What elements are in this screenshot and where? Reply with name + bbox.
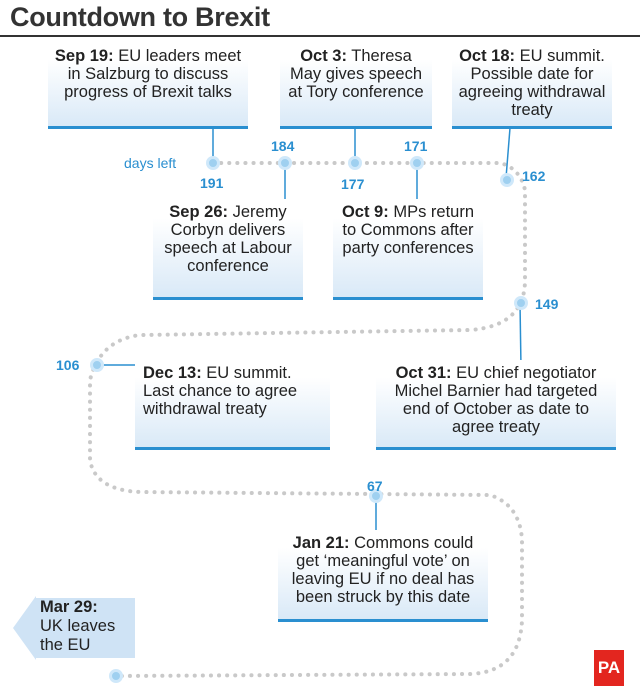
event-date: Oct 3: (300, 47, 347, 65)
event-date: Dec 13: (143, 364, 202, 382)
days-162: 162 (522, 168, 546, 184)
event-date: Oct 18: (459, 47, 516, 65)
event-text: EU leaders meet in Salzburg to discuss progress of Brexit talks (64, 47, 242, 101)
event-text: EU summit. Possible date for agreeing withdrawal treaty (458, 47, 606, 119)
event-mar29 (40, 598, 130, 655)
days-184: 184 (271, 138, 295, 154)
dot-mar29 (111, 671, 122, 682)
event-date: Sep 26: (169, 203, 228, 221)
event-text: Theresa May gives speech at Tory conference (288, 47, 424, 101)
event-dec13 (135, 360, 330, 450)
event-text: MPs return to Commons after party conferences (342, 203, 475, 257)
days-191: 191 (200, 175, 224, 191)
event-text: EU chief negotiator Michel Barnier had targeted end of October as date to agree treaty (394, 364, 598, 436)
dot-oct18 (502, 175, 513, 186)
event-date: Jan 21: (292, 534, 350, 552)
event-date: Mar 29: (40, 598, 98, 616)
event-text: EU summit. Last chance to agree withdrawal treaty (143, 364, 298, 418)
days-171: 171 (404, 138, 428, 154)
days-149: 149 (535, 296, 559, 312)
event-text: Commons could get ‘meaningful vote’ on leaving EU if no deal has been struck by this date (291, 534, 475, 606)
event-date: Oct 31: (395, 364, 452, 382)
page-title: Countdown to Brexit (10, 2, 270, 32)
dot-sep26 (280, 158, 291, 169)
event-oct9 (333, 199, 483, 300)
event-sep26 (153, 199, 303, 300)
days-106: 106 (56, 357, 80, 373)
event-sep19 (48, 43, 248, 129)
event-text: UK leaves the EU (40, 617, 116, 654)
days-67: 67 (367, 478, 383, 494)
event-jan21 (278, 530, 488, 622)
days-left-label: days left (124, 155, 177, 171)
dot-oct31 (516, 298, 527, 309)
event-date: Oct 9: (341, 203, 389, 221)
dot-sep19 (208, 158, 219, 169)
dot-oct9 (412, 158, 423, 169)
event-oct3 (280, 43, 432, 129)
event-oct18 (452, 43, 612, 129)
event-date: Sep 19: (54, 47, 114, 65)
days-177: 177 (341, 176, 365, 192)
connector-lines (97, 128, 521, 530)
pa-logo: PA (594, 650, 624, 686)
dot-oct3 (350, 158, 361, 169)
event-oct31 (376, 360, 616, 450)
dot-dec13 (92, 360, 103, 371)
event-text: Jeremy Corbyn delivers speech at Labour conference (164, 203, 292, 275)
